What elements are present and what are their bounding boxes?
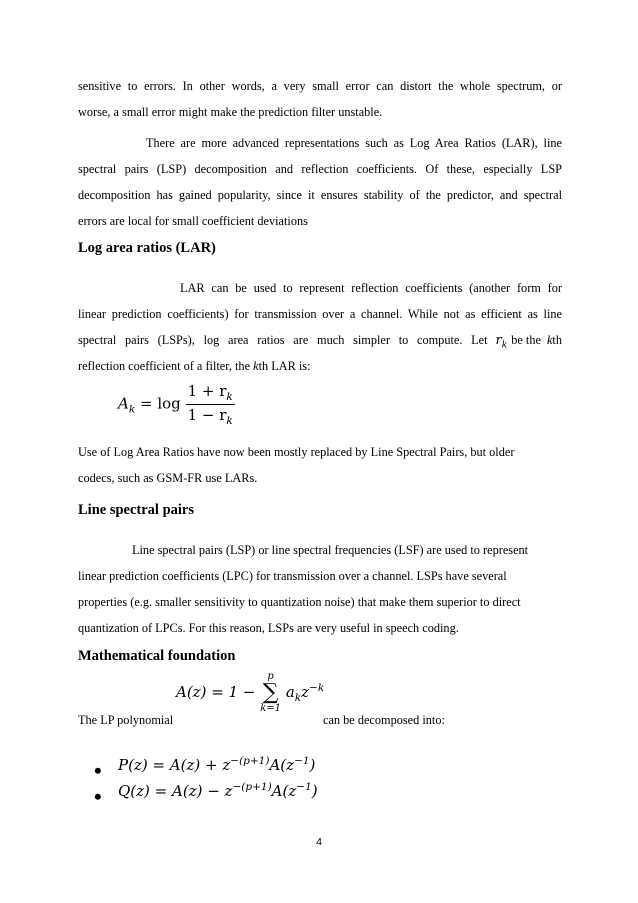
page-number: 4 [316,836,322,848]
paragraph-line: Line spectral pairs (LSP) or line spectral frequencies (LSF) are used to represent [132,543,529,557]
paragraph-line [78,327,562,353]
text-run-suffix [547,327,562,353]
inline-math-r: r [495,333,502,348]
section-heading-lar: Log area ratios (LAR) [78,240,216,256]
eq-rhs-sup: −1 [294,755,310,767]
text-run: th LAR is: [258,359,311,373]
eq-fraction [186,382,235,427]
eq-numerator [186,382,235,405]
paragraph-line: worse, a small error might make the prediction filter unstable. [78,105,383,119]
paragraph-line: spectral pairs (LSP) decomposition and reflection coefficients. Of these, especially LSP [78,162,562,176]
eq-den-sub: k [226,415,233,427]
summation [260,672,281,714]
eq-sup: −(p+1) [232,781,272,793]
eq-lhs: P(z) = A(z) + z [118,756,231,774]
paragraph-line: quantization of LPCs. For this reason, LSPs are very useful in speech coding. [78,621,459,635]
sum-symbol: ∑ [262,680,279,705]
paragraph-line: decomposition has gained popularity, since it ensures stability of the predictor, and spectral [78,188,562,202]
text-run: reflection coefficient of a filter, the [78,359,251,373]
text-run: be the [511,333,541,347]
paragraph-line: errors are local for small coefficient deviations [78,214,308,228]
equation-lar [118,382,235,427]
paragraph-3 [78,275,562,379]
text-run: spectral pairs (LSPs), log area ratios are much simpler to compute. Let [78,333,488,347]
eq-term-z: z [301,683,310,701]
paragraph-4 [78,439,562,491]
section-heading-lsp: Line spectral pairs [78,502,194,518]
lp-polynomial-label: The LP polynomial [78,713,174,727]
eq-lhs: Q(z) = A(z) − z [118,782,233,800]
eq-sup: −(p+1) [230,755,270,767]
sum-upper-limit: p [267,671,274,682]
eq-rhs: A(z [269,756,295,774]
eq-num-text: 1 + r [187,382,227,400]
eq-term: a [285,683,295,701]
paragraph-line: sensitive to errors. In other words, a very small error can distort the whole spectrum, or [78,79,562,93]
eq-term-sup: −k [309,682,325,694]
paragraph-line: LAR can be used to represent reflection coefficients (another form for [180,281,562,295]
eq-lhs-sub: k [128,403,136,416]
eq-term-sub: k [294,692,302,704]
italic-k: k [546,333,553,347]
eq-num-sub: k [226,391,233,403]
italic-k: k [253,359,259,373]
bullet-marker: • [94,784,102,809]
paragraph-line: linear prediction coefficients) for transmission over a channel. While not as efficient as line [78,307,562,321]
eq-rhs: A(z [271,782,297,800]
paragraph-line [78,353,562,379]
paragraph-line: linear prediction coefficients (LPC) for transmission over a channel. LSPs have several [78,569,507,583]
paragraph-1 [78,73,562,125]
equation-q [118,781,318,800]
paragraph-2 [78,130,562,234]
eq-denominator [186,405,235,427]
eq-operator: = log [140,394,181,413]
bullet-marker: • [94,758,102,783]
decomposed-label: can be decomposed into: [323,713,445,727]
text-run: th [552,333,562,347]
eq-rhs-sup: −1 [296,781,312,793]
eq-lhs: A [118,394,129,413]
eq-close: ) [311,782,318,800]
paragraph-line: properties (e.g. smaller sensitivity to quantization noise) that make them superior to direct [78,595,521,609]
paragraph-line: codecs, such as GSM-FR use LARs. [78,471,258,485]
paragraph-5 [78,537,562,641]
equation-lp-polynomial [176,672,324,714]
eq-den-text: 1 − r [187,406,227,424]
eq-close: ) [309,756,316,774]
equation-p [118,755,315,774]
section-heading-math: Mathematical foundation [78,648,236,664]
paragraph-line: There are more advanced representations such as Log Area Ratios (LAR), line [146,136,562,150]
paragraph-line: Use of Log Area Ratios have now been mostly replaced by Line Spectral Pairs, but older [78,445,515,459]
inline-math-sub: k [501,340,508,351]
inline-variable [496,327,508,353]
sum-lower-limit: k=1 [260,703,282,714]
eq-lhs: A(z) = 1 − [176,683,256,701]
